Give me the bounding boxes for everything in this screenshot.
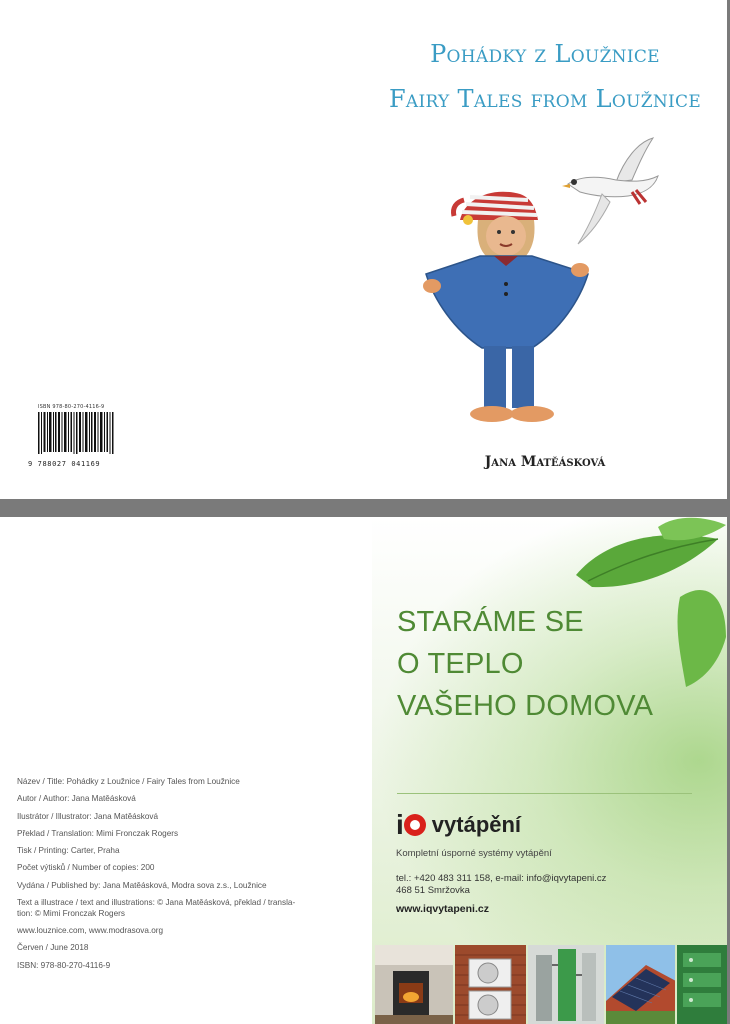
- colophon-illustrator: Ilustrátor / Illustrator: Jana Matěásková: [17, 811, 159, 821]
- advert-tagline: Kompletní úsporné systémy vytápění: [396, 848, 552, 859]
- contact-phone-email: tel.: +420 483 311 158, e-mail: info@iqvytapeni.cz: [396, 873, 607, 884]
- colophon-translation: Překlad / Translation: Mimi Fronczak Rogers: [17, 828, 179, 838]
- colophon-copyright-line2: tion: © Mimi Fronczak Rogers: [17, 909, 125, 919]
- cover-author: Jana Matěásková: [484, 454, 606, 470]
- slogan-line-2: O TEPLO: [397, 648, 524, 680]
- colophon-date: Červen / June 2018: [17, 943, 89, 953]
- control-panel-photo: [677, 945, 727, 1024]
- book-cover-page: [0, 0, 727, 499]
- stove-photo: [375, 945, 453, 1024]
- slogan-line-3: VAŠEHO DOMOVA: [397, 690, 654, 722]
- colophon-copies: Počet výtisků / Number of copies: 200: [17, 863, 155, 873]
- iq-vytapeni-logo: [396, 809, 521, 841]
- iq-vytapeni-advert: [372, 517, 727, 1024]
- advert-slogan: [397, 601, 653, 727]
- colophon-isbn: ISBN: 978-80-270-4116-9: [17, 960, 111, 970]
- barcode-bars: [28, 410, 120, 456]
- cover-title-english: Fairy Tales from Loužnice: [388, 85, 702, 113]
- logo-wordmark: vytápění: [431, 812, 522, 837]
- logo-i: i: [396, 809, 403, 840]
- isbn-barcode: [28, 404, 120, 468]
- advert-divider: [397, 793, 692, 794]
- heat-pump-photo: [455, 945, 527, 1024]
- cover-title-czech: Pohádky z Loužnice: [430, 40, 660, 68]
- colophon-copyright-line1: Text a illustrace / text and illustrations: © Jana Matěásková, překlad / transla-: [17, 898, 296, 908]
- back-inner-page: [0, 517, 727, 1024]
- colophon: [17, 773, 347, 974]
- advert-website: www.iqvytapeni.cz: [396, 903, 489, 915]
- contact-address: 468 51 Smržovka: [396, 885, 470, 896]
- barcode-isbn-label: ISBN 978-80-270-4116-9: [38, 404, 105, 410]
- colophon-title: Název / Title: Pohádky z Loužnice / Fairy Tales from Loužnice: [17, 777, 240, 786]
- solar-panels-photo: [606, 945, 676, 1024]
- advert-contact: [396, 873, 606, 897]
- boiler-room-photo: [528, 945, 604, 1024]
- gnome-illustration: [420, 180, 595, 430]
- colophon-author: Autor / Author: Jana Matěásková: [17, 794, 136, 804]
- barcode-number: 9 788027 041169: [28, 460, 101, 468]
- logo-q-icon: [404, 814, 426, 836]
- slogan-line-1: STARÁME SE: [397, 606, 584, 638]
- colophon-printing: Tisk / Printing: Carter, Praha: [17, 846, 120, 856]
- colophon-copyright: [17, 894, 347, 922]
- colophon-publisher: Vydána / Published by: Jana Matěásková, Modra sova z.s., Loužnice: [17, 880, 267, 890]
- advert-photo-strip: [375, 945, 727, 1024]
- colophon-websites: www.louznice.com, www.modrasova.org: [17, 926, 164, 936]
